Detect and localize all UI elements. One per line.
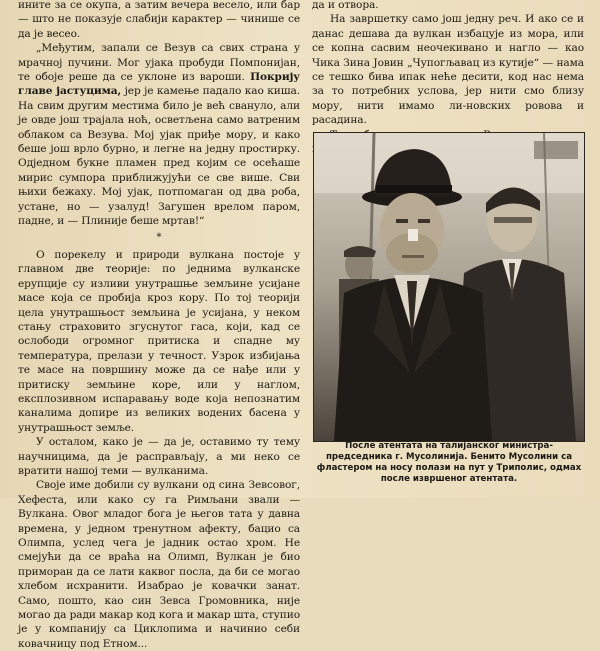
paragraph-continuation: ините за се окупа, а затим вечера весело, или бар — што не показује слабији карактер — чинише се да је весео. bbox=[18, 0, 300, 40]
vulcan-paragraph: Своје име добили су вулкани од сина Зевсовог, Хефеста, или како су га Римљани звали — Вулкана. Овог младог бога је његов тата у давна времена, у једном тренутном афекту, бацио са Олимпа, услед чега је јадник остао хром. Не смејући да се врaћа на Олимп, Вулкан је био приморан да се лати каквог посла, да би се могао хлебом исхранити. Изабрао је ковачки занат. Само, пошто, као син Зевса Громовника, није могао да ради макар код кога и макар шта, ступио је у компанију са Циклопима и начинио себи ковачницу под Етном... bbox=[18, 479, 300, 650]
transition-paragraph: У осталом, како је — да је, оставимо ту тему научницима, да је расправљају, а ми некo се вратити нашој теми — вулканима. bbox=[18, 436, 300, 477]
closing-paragraph: На завршетку само још једну реч. И ако се и данас дешава да вулкан избацује из мора, или се копна сасвим неочекивано и нагло — као Чика Зина Јовин „Чупогљавац из кутије“ — нама се тешко бива ипак неће десити, код нас нема за то потребних услова, јер нити смо близу мору, нити имамо ли-новских ровова и расадина. bbox=[312, 13, 584, 127]
paragraph-continuation: да и отвора. bbox=[312, 0, 379, 11]
section-divider-star: * bbox=[156, 231, 162, 243]
bold-phrase: Покрију главе јастуцима, bbox=[18, 71, 300, 98]
photo-illustration bbox=[314, 133, 584, 441]
photo-caption: После атентата на талијанског министра-председника г. Мусолинија. Бенито Мусолини са фластером на носу полази на пут у Триполис, одмах после извршеног атентата. bbox=[316, 441, 582, 484]
quote-paragraph: „Међутим, запали се Везув са свих страна у мрачној пучини. Мог ујака пробуди Помпонијан, те обоје реше да се уклоне из вароши. Покрију главе јастуцима, јер је камење падало као киша. На свим другим местима било је већ свануло, али је овде још трајала ноћ, осветљена само ватреним облаком са Везува. Мој ујак приђе мору, и како беше још врло бурно, и легне на једну простирку. Одједном букне пламен пред којим се осећаше мирис сумпора приближујући се све више. Сви њихи бежаху. Мој ујак, потпомаган од два роба, устане, но — узалуд! Загушен врелом паром, падне, и — Плиније беше мртав!“ bbox=[18, 42, 300, 228]
news-photograph bbox=[313, 132, 585, 442]
left-column bbox=[18, 0, 300, 651]
theory-paragraph: О порекелу и природи вулкана постоје у главном две теорије: по једнима вулканске ерупције су изливи унутрашње земљине усијане масе која се пробија кроз кору. По тој теорији цела унутрашњост земљина је усијана, у неком стању страховито згуснутог гаса, који, кад се ослободи огромног притиска и спадне му температура, прелази у течност. Узрок избијања те масе на површину може да се нађе или у притиску земљине коре, или у наглом, експлозивном испаравању воде која непознатим каналима допире из великих водених басена у унутрашњост земље. bbox=[18, 248, 300, 434]
